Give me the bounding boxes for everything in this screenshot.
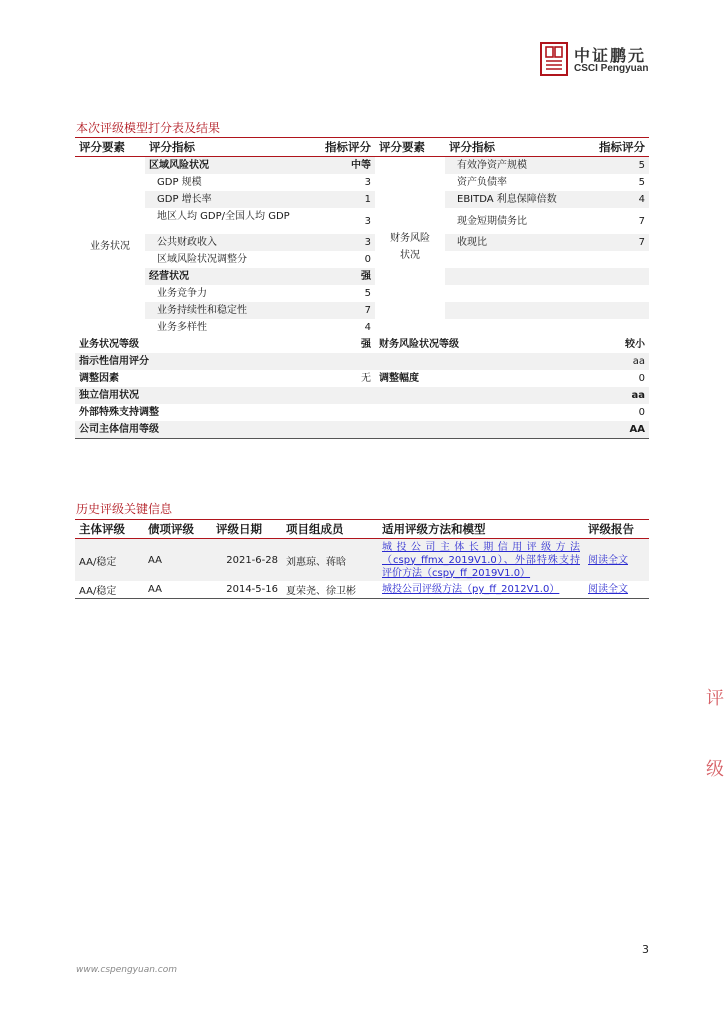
history-table-title: 历史评级关键信息 xyxy=(76,502,173,516)
metric-label: 区域风险状况调整分 xyxy=(145,251,305,268)
column-header: 评级报告 xyxy=(584,520,649,539)
table-row xyxy=(75,581,649,599)
metric-score: 7 xyxy=(305,302,375,319)
team-members: 刘惠琼、蒋晗 xyxy=(282,539,378,582)
history-table xyxy=(75,519,649,599)
metric-label: EBITDA 利息保障倍数 xyxy=(445,191,579,208)
adjust-range-label: 调整幅度 xyxy=(375,370,579,387)
financial-grade-label: 财务风险状况等级 xyxy=(375,336,579,353)
indicative-value: aa xyxy=(579,353,649,370)
metric-label xyxy=(445,319,579,336)
external-value: 0 xyxy=(579,404,649,421)
metric-label: 现金短期债务比 xyxy=(445,208,579,234)
metric-score: 0 xyxy=(305,251,375,268)
column-header: 评分要素 xyxy=(75,138,145,157)
metric-label xyxy=(445,302,579,319)
financial-grade-value: 较小 xyxy=(579,336,649,353)
table-row xyxy=(75,302,649,319)
logo-text-en: CSCI Pengyuan xyxy=(574,63,649,74)
side-stamp-top: 评 xyxy=(706,688,724,709)
column-header: 项目组成员 xyxy=(282,520,378,539)
column-header: 评级日期 xyxy=(212,520,282,539)
metric-label: 业务多样性 xyxy=(145,319,305,336)
metric-score xyxy=(579,268,649,285)
table-row xyxy=(75,539,649,582)
metric-score xyxy=(579,251,649,268)
metric-label xyxy=(445,268,579,285)
debt-rating: AA xyxy=(144,539,212,582)
metric-score: 7 xyxy=(579,234,649,251)
table-row xyxy=(75,174,649,191)
table-row xyxy=(75,208,649,234)
issuer-grade-label: 公司主体信用等级 xyxy=(75,421,579,439)
rating-date: 2014-5-16 xyxy=(212,581,282,599)
column-header: 适用评级方法和模型 xyxy=(378,520,584,539)
metric-label: 公共财政收入 xyxy=(145,234,305,251)
metric-label: 经营状况 xyxy=(145,268,305,285)
table-row-standalone xyxy=(75,387,649,404)
metric-label: 有效净资产规模 xyxy=(445,157,579,175)
debt-rating: AA xyxy=(144,581,212,599)
rating-date: 2021-6-28 xyxy=(212,539,282,582)
metric-score: 中等 xyxy=(305,157,375,175)
metric-score: 5 xyxy=(305,285,375,302)
logo-text-cn: 中证鹏元 xyxy=(574,46,647,65)
column-header: 指标评分 xyxy=(305,138,375,157)
table-row xyxy=(75,285,649,302)
side-stamp-bottom: 级 xyxy=(706,759,724,780)
metric-score: 4 xyxy=(305,319,375,336)
standalone-value: aa xyxy=(579,387,649,404)
scoring-table-title: 本次评级模型打分表及结果 xyxy=(76,121,221,135)
logo-mark-icon xyxy=(540,42,568,76)
metric-score xyxy=(579,285,649,302)
metric-label: 收现比 xyxy=(445,234,579,251)
metric-score: 3 xyxy=(305,174,375,191)
company-logo xyxy=(540,42,655,78)
metric-score: 7 xyxy=(579,208,649,234)
issuer-grade-value: AA xyxy=(579,421,649,439)
metric-score: 强 xyxy=(305,268,375,285)
metric-label xyxy=(445,285,579,302)
method-link[interactable]: 城投公司评级方法（py_ff_2012V1.0） xyxy=(378,581,584,599)
table-row xyxy=(75,234,649,251)
metric-score: 1 xyxy=(305,191,375,208)
column-header: 指标评分 xyxy=(579,138,649,157)
table-header-row xyxy=(75,138,649,157)
page-number: 3 xyxy=(642,943,649,956)
read-report-link[interactable]: 阅读全文 xyxy=(584,539,649,582)
table-row xyxy=(75,251,649,268)
column-header: 评分要素 xyxy=(375,138,445,157)
issuer-rating: AA/稳定 xyxy=(75,581,144,599)
table-row-adjust xyxy=(75,370,649,387)
table-row-grades xyxy=(75,336,649,353)
business-grade-value: 强 xyxy=(305,336,375,353)
metric-score: 5 xyxy=(579,174,649,191)
table-row-indicative xyxy=(75,353,649,370)
metric-score: 4 xyxy=(579,191,649,208)
metric-score: 3 xyxy=(305,208,375,234)
adjust-value: 无 xyxy=(305,370,375,387)
external-label: 外部特殊支持调整 xyxy=(75,404,579,421)
adjust-label: 调整因素 xyxy=(75,370,305,387)
metric-score xyxy=(579,302,649,319)
column-header: 主体评级 xyxy=(75,520,144,539)
metric-label: 地区人均 GDP/全国人均 GDP xyxy=(145,208,305,234)
table-row xyxy=(75,157,649,175)
issuer-rating: AA/稳定 xyxy=(75,539,144,582)
column-header: 评分指标 xyxy=(145,138,305,157)
column-header: 评分指标 xyxy=(445,138,579,157)
metric-score: 3 xyxy=(305,234,375,251)
metric-label: 业务持续性和稳定性 xyxy=(145,302,305,319)
indicative-label: 指示性信用评分 xyxy=(75,353,579,370)
table-header-row xyxy=(75,520,649,539)
table-row xyxy=(75,319,649,336)
table-row xyxy=(75,191,649,208)
adjust-range-value: 0 xyxy=(579,370,649,387)
metric-label xyxy=(445,251,579,268)
group-label-financial: 财务风险状况 xyxy=(375,157,445,337)
metric-label: 资产负债率 xyxy=(445,174,579,191)
metric-label: GDP 规模 xyxy=(145,174,305,191)
group-label-business: 业务状况 xyxy=(75,157,145,337)
footer-url[interactable]: www.cspengyuan.com xyxy=(76,965,178,975)
team-members: 夏荣尧、徐卫彬 xyxy=(282,581,378,599)
metric-score xyxy=(579,319,649,336)
scoring-table xyxy=(75,137,649,439)
table-row xyxy=(75,268,649,285)
method-link[interactable]: 城投公司主体长期信用评级方法（cspy_ffmx_2019V1.0）、外部特殊支持评价方法（cspy_ff_2019V1.0） xyxy=(378,539,584,582)
metric-label: GDP 增长率 xyxy=(145,191,305,208)
metric-label: 区域风险状况 xyxy=(145,157,305,175)
column-header: 债项评级 xyxy=(144,520,212,539)
table-row-issuer xyxy=(75,421,649,439)
standalone-label: 独立信用状况 xyxy=(75,387,579,404)
metric-score: 5 xyxy=(579,157,649,175)
metric-label: 业务竞争力 xyxy=(145,285,305,302)
business-grade-label: 业务状况等级 xyxy=(75,336,305,353)
read-report-link[interactable]: 阅读全文 xyxy=(584,581,649,599)
table-row-external xyxy=(75,404,649,421)
